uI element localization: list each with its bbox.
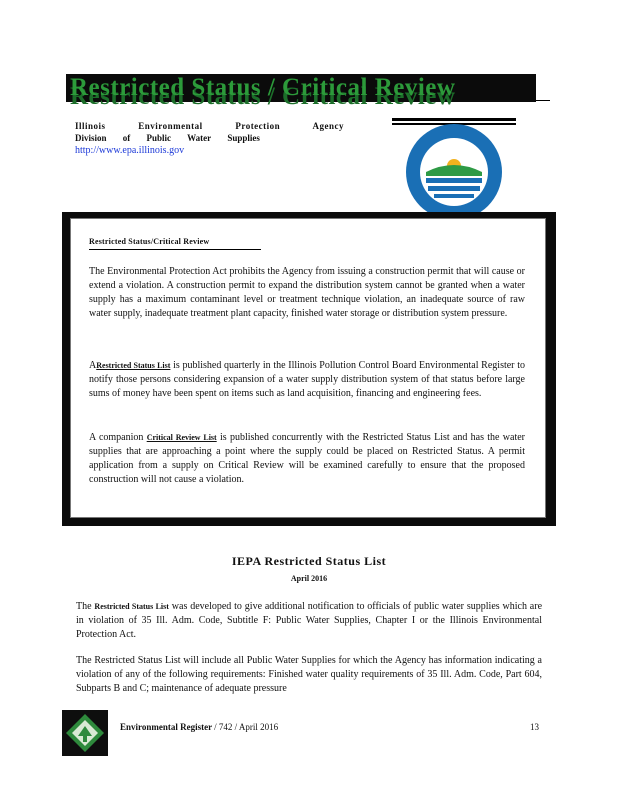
banner-rule: [536, 100, 550, 101]
iepa-seal-logo: [390, 116, 518, 222]
banner-title: Restricted Status / Critical Review: [70, 74, 456, 101]
intro-paragraph-3: A companion Critical Review List is published concurrently with the Restricted Status List and has the water supplies that are approaching a point where the supply could be placed on Restricted Status. A permit application from a supply on Critical Review will be examined carefully to ensure that the proposed construction will not cause a violation.: [89, 432, 525, 485]
environmental-register-logo: [62, 710, 108, 756]
restricted-status-list-ref: Restricted Status List: [96, 361, 171, 370]
footer-issue: / 742 / April 2016: [214, 722, 279, 732]
restricted-status-list-term: Restricted Status List: [94, 602, 169, 611]
intro-paragraph-2: ARestricted Status List is published quarterly in the Illinois Pollution Control Board Environmental Register to notify those persons considering expansion of a water supply distribution system of that status before large sums of money have been spent on items such as land acquisition, financing and engineering fees.: [89, 360, 525, 399]
body-paragraph-2: The Restricted Status List will include all Public Water Supplies for which the Agency has information indicating a violation of any of the following requirements: Finished water quality requirements of 35 Ill. Adm. Code, Part 604, Subparts B and C; maintenance of adequate pressure: [76, 655, 542, 694]
box-title-rule: [89, 249, 261, 250]
agency-info: [75, 121, 344, 156]
section-title: IEPA Restricted Status List: [231, 554, 387, 568]
critical-review-list-ref: Critical Review List: [146, 433, 217, 442]
body-paragraph-1: The Restricted Status List was developed to give additional notification to officials of public water supplies which are in violation of 35 Ill. Adm. Code, Subtitle F: Public Water Supplies, Chapter I or the Illinois Environmental Protection Act.: [76, 601, 543, 640]
footer-publication: Environmental Register / 742 / April 2016: [120, 722, 279, 732]
intro-box: [70, 218, 546, 518]
agency-name: Illinois Environmental Protection Agency: [75, 121, 344, 131]
agency-url-link[interactable]: http://www.epa.illinois.gov: [75, 145, 185, 156]
intro-paragraph-1: The Environmental Protection Act prohibits the Agency from issuing a construction permit that will cause or extend a violation. A construction permit to expand the distribution system cannot be granted when a water supply has a maximum contaminant level or treatment technique violation, an inadequate source of raw water supply, inadequate treatment plant capacity, finished water storage or distribution system pressure.: [89, 266, 525, 319]
page-number: 13: [530, 722, 539, 732]
division-name: Division of Public Water Supplies: [75, 133, 260, 143]
section-date: April 2016: [290, 574, 328, 583]
title-banner: [66, 74, 536, 102]
box-title: Restricted Status/Critical Review: [89, 237, 210, 246]
